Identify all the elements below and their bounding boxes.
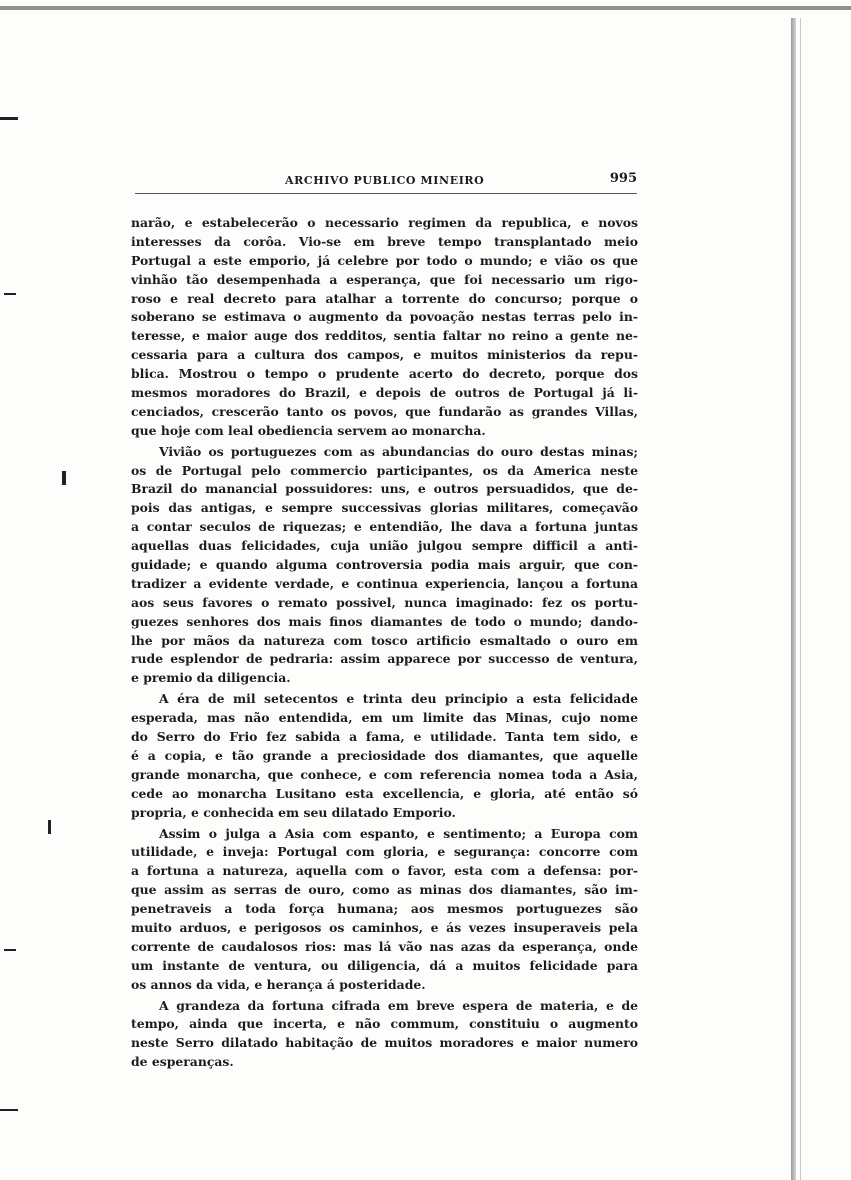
text-line: esperada, mas não entendida, em um limite das Minas, cujo nome bbox=[131, 710, 638, 726]
text-line: mesmos moradores do Brazil, e depois de outros de Portugal já li- bbox=[131, 385, 638, 401]
text-line: guidade; e quando alguma controversia podia mais arguir, que con- bbox=[131, 557, 638, 573]
scan-margin-mark bbox=[4, 949, 16, 951]
text-line: cenciados, crescerão tanto os povos, que fundarão as grandes Villas, bbox=[131, 403, 638, 419]
text-line: neste Serro dilatado habitação de muitos moradores e maior numero bbox=[131, 1035, 638, 1051]
text-line: Brazil do manancial possuidores: uns, e outros persuadidos, que de- bbox=[131, 481, 638, 497]
text-line: que hoje com leal obediencia servem ao monarcha. bbox=[131, 422, 486, 438]
text-line: guezes senhores dos mais finos diamantes de todo o mundo; dando- bbox=[131, 613, 638, 629]
scan-page-edge bbox=[800, 18, 801, 1180]
scan-margin-mark bbox=[48, 820, 51, 834]
text-line: Vivião os portuguezes com as abundancias do ouro destas minas; bbox=[159, 443, 638, 459]
text-line: Assim o julga a Asia com espanto, e sentimento; a Europa com bbox=[159, 825, 638, 841]
scan-margin-mark bbox=[4, 293, 16, 295]
page-number: 995 bbox=[609, 171, 637, 186]
text-line: A éra de mil setecentos e trinta deu principio a esta felicidade bbox=[159, 691, 638, 707]
text-line: e premio da diligencia. bbox=[131, 670, 291, 686]
text-line: rude esplendor de pedraria: assim apparece por successo de ventura, bbox=[131, 651, 638, 667]
scan-margin-mark bbox=[0, 1109, 18, 1111]
running-title: ARCHIVO PUBLICO MINEIRO bbox=[285, 174, 485, 187]
text-line: a fortuna a natureza, aquella com o favor, esta com a defensa: por- bbox=[131, 863, 638, 879]
text-line: utilidade, e inveja: Portugal com gloria, e segurança: concorre com bbox=[131, 844, 638, 860]
scan-margin-mark bbox=[62, 471, 66, 485]
text-line: de esperanças. bbox=[131, 1054, 234, 1070]
paragraph bbox=[131, 690, 638, 822]
text-line: soberano se estimava o augmento da povoação nestas terras pelo in- bbox=[131, 309, 638, 325]
text-line: os de Portugal pelo commercio participantes, os da America neste bbox=[131, 462, 638, 478]
page-header bbox=[135, 171, 637, 194]
paragraph bbox=[131, 443, 638, 689]
text-line: tempo, ainda que incerta, e não commum, constituiu o augmento bbox=[131, 1016, 638, 1032]
text-line: tradizer a evidente verdade, e continua experiencia, lançou a fortuna bbox=[131, 575, 638, 591]
paragraph bbox=[131, 997, 638, 1073]
text-line: pois das antigas, e sempre successivas glorias militares, começavão bbox=[131, 500, 638, 516]
text-line: Portugal a este emporio, já celebre por todo o mundo; e vião os que bbox=[131, 252, 638, 268]
text-line: interesses da corôa. Vio-se em breve tempo transplantado meio bbox=[131, 233, 638, 249]
scan-binding-shadow bbox=[791, 18, 796, 1180]
text-line: corrente de caudalosos rios: mas lá vão nas azas da esperança, onde bbox=[131, 938, 638, 954]
text-line: narão, e estabelecerão o necessario regimen da republica, e novos bbox=[131, 215, 638, 230]
text-line: os annos da vida, e herança á posteridade. bbox=[131, 976, 426, 992]
scan-margin-mark bbox=[0, 117, 18, 120]
text-line: penetraveis a toda força humana; aos mesmos portuguezes são bbox=[131, 901, 638, 917]
body-text bbox=[131, 214, 638, 1074]
text-line: teresse, e maior auge dos redditos, sentia faltar no reino a gente ne- bbox=[131, 328, 638, 344]
text-line: A grandeza da fortuna cifrada em breve espera de materia, e de bbox=[159, 997, 638, 1013]
text-line: muito arduos, e perigosos os caminhos, e ás vezes insuperaveis pela bbox=[131, 919, 638, 935]
text-line: lhe por mãos da natureza com tosco artificio esmaltado o ouro em bbox=[131, 632, 638, 648]
text-line: cede ao monarcha Lusitano esta excellencia, e gloria, até então só bbox=[131, 785, 638, 801]
text-line: que assim as serras de ouro, como as minas dos diamantes, são im- bbox=[131, 882, 638, 898]
paragraph bbox=[131, 825, 638, 995]
text-line: propria, e conhecida em seu dilatado Emporio. bbox=[131, 804, 456, 820]
text-line: é a copia, e tão grande a preciosidade dos diamantes, que aquelle bbox=[131, 747, 638, 763]
paragraph bbox=[131, 214, 638, 441]
text-line: roso e real decreto para atalhar a torrente do concurso; porque o bbox=[131, 290, 638, 306]
text-line: blica. Mostrou o tempo o prudente acerto do decreto, porque dos bbox=[131, 366, 638, 382]
text-line: cessaria para a cultura dos campos, e muitos ministerios da repu- bbox=[131, 347, 638, 363]
text-line: vinhão tão desempenhada a esperança, que foi necessario um rigo- bbox=[131, 271, 638, 287]
text-line: a contar seculos de riquezas; e entendião, lhe dava a fortuna juntas bbox=[131, 519, 638, 535]
scan-top-edge bbox=[0, 6, 851, 10]
text-line: um instante de ventura, ou diligencia, dá a muitos felicidade para bbox=[131, 957, 638, 973]
text-line: aos seus favores o remato possivel, nunca imaginado: fez os portu- bbox=[131, 594, 638, 610]
text-line: aquellas duas felicidades, cuja união julgou sempre difficil a anti- bbox=[131, 538, 638, 554]
text-line: do Serro do Frio fez sabida a fama, e utilidade. Tanta tem sido, e bbox=[131, 729, 638, 745]
text-line: grande monarcha, que conhece, e com referencia nomea toda a Asia, bbox=[131, 766, 638, 782]
